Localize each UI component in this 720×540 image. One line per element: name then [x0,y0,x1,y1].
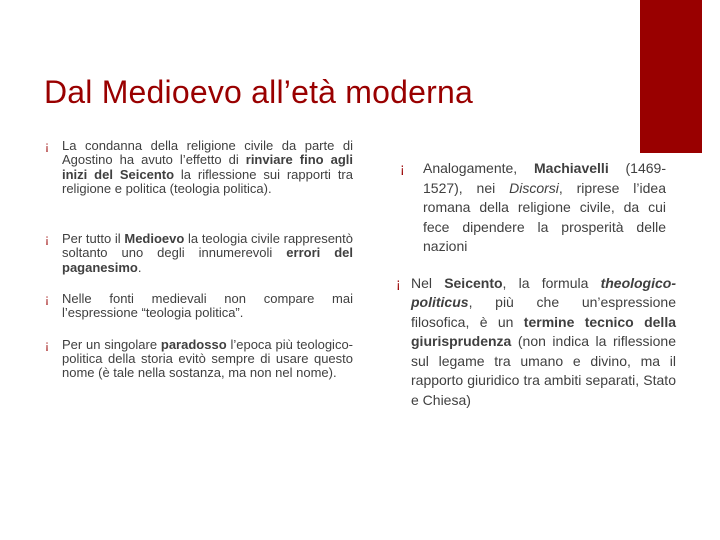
accent-bar [640,0,702,153]
bullet-text-italic: Discorsi [509,179,559,196]
bullet-item [45,232,353,275]
bullet-text: Per un singolare [62,336,161,352]
left-bullet-list [45,139,353,398]
right-bullet-list [398,159,676,410]
bullet-text-bold: Machiavelli [534,160,609,176]
bullet-text: , la formula [502,274,601,291]
bullet-text: (1469-1527), nei [423,160,666,196]
bullet-text: Per tutto il [62,231,125,247]
bullet-text: , più che un’espressione filosofica, è un [411,294,676,330]
bullet-icon: ¡ [400,160,405,176]
slide-title: Dal Medioevo all’età moderna [44,74,473,110]
bullet-text: Nelle fonti medievali non compare mai l’espressione “teologia politica”. [62,291,353,321]
bullet-text-bold: Seicento [444,274,503,291]
bullet-text: Analogamente, [423,160,534,176]
bullet-text: Nel [411,274,445,291]
bullet-text: (non indica la riflessione sul legame tra umano e divino, ma il rapporto giuridico tra ambiti separati, Stato e Chiesa) [411,333,676,408]
bullet-text-bold-italic: theologico-politicus [411,274,676,310]
bullet-text-bold: rinviare fino agli inizi del Seicento [62,152,353,182]
bullet-icon: ¡ [396,274,401,291]
bullet-item [398,159,666,257]
bullet-item [396,274,676,411]
bullet-icon: ¡ [45,232,49,247]
bullet-icon: ¡ [45,139,49,153]
bullet-text: l’epoca più teologico-politica della storia evitò sempre di usare questo nome (è tale nella sostanza, ma non nel nome). [62,336,353,381]
bullet-text-bold: errori del paganesimo [62,245,353,275]
bullet-text-bold: paradosso [160,336,227,352]
bullet-item [45,292,353,321]
bullet-text: La condanna della religione civile da parte di Agostino ha avuto l’effetto di [62,138,353,168]
bullet-text: , riprese l’idea romana della religione civile, da cui fece dipendere la prosperità delle nazioni [423,179,666,254]
bullet-text: la riflessione sui rapporti tra religione e politica (teologia politica). [62,166,353,196]
bullet-item [45,338,353,381]
bullet-item [45,139,353,196]
bullet-text-bold: Medioevo [124,231,185,247]
bullet-text: la teologia civile rappresentò soltanto uno degli innumerevoli [62,231,353,261]
bullet-icon: ¡ [45,337,49,352]
bullet-text-bold: termine tecnico della giurisprudenza [411,313,676,349]
bullet-icon: ¡ [45,292,49,307]
bullet-text: . [137,259,142,275]
